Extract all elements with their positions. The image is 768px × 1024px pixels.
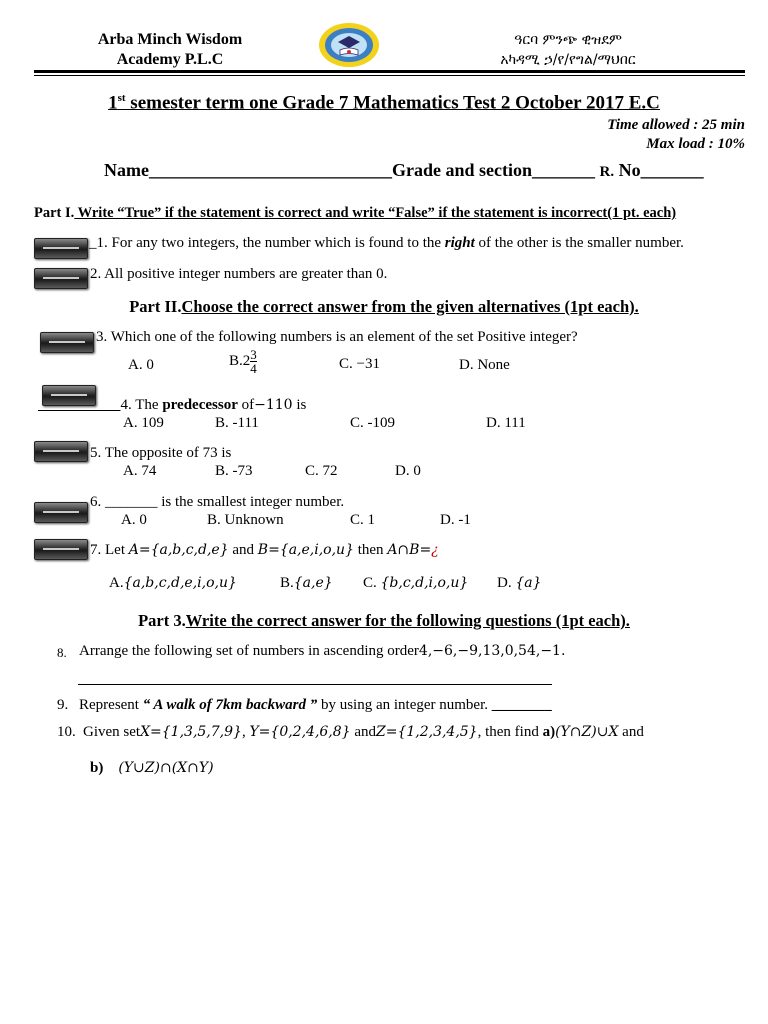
q1-emphasis: right: [444, 235, 475, 251]
school-logo: [318, 22, 380, 68]
question-7: [90, 542, 439, 559]
q10-text-start: Given set: [83, 724, 141, 740]
answer-box-q6[interactable]: [34, 502, 88, 523]
q3-option-b-label: B.: [229, 352, 243, 369]
q4-option-c[interactable]: C. -109: [350, 415, 395, 431]
q10-number: 10.: [57, 724, 76, 740]
school-name-line1: Arba Minch Wisdom: [97, 31, 243, 48]
q7-option-b-label: B.: [280, 575, 294, 591]
part2-instruction: Choose the correct answer from the given alternatives (1pt each).: [181, 297, 639, 316]
q5-option-b[interactable]: B. -73: [215, 463, 253, 479]
header-rule-thin: [34, 75, 745, 76]
part2-label: Part II.: [129, 297, 182, 316]
q3-option-a[interactable]: A. 0: [128, 357, 154, 373]
q10-and: and: [350, 724, 376, 740]
q10-set-x: X={1,3,5,7,9}: [140, 724, 242, 740]
amharic-line2: አካዳሚ ኃ/የ/የግል/ማህበር: [500, 52, 636, 68]
question-3: 3. Which one of the following numbers is an element of the set Positive integer?: [96, 329, 578, 345]
q9-emphasis: “ A walk of 7km backward ”: [142, 697, 318, 713]
q10-part-b-label: b): [90, 760, 104, 776]
q10-set-z: Z={1,2,3,4,5}: [375, 724, 478, 740]
title-ordinal: 1: [108, 92, 118, 114]
q9-answer-blank[interactable]: ________: [491, 697, 552, 713]
q10-part-a-expression: (Y∩Z)∪X: [555, 724, 619, 740]
q7-option-b-value: {a,e}: [293, 575, 333, 591]
q6-option-a[interactable]: A. 0: [121, 512, 147, 528]
q7-option-c-label: C.: [363, 575, 377, 591]
q1-text-end: of the other is the smaller number.: [474, 235, 684, 251]
question-4: [38, 397, 306, 414]
question-10: [83, 724, 644, 741]
part1-label: Part I.: [34, 205, 75, 221]
amharic-line1: ዓርባ ምንጭ ዊዝደም: [514, 32, 622, 48]
title-text: semester term one Grade 7 Mathematics Test 2 October 2017 E.C: [125, 92, 660, 114]
q8-number: 8.: [57, 645, 67, 660]
answer-box-q3[interactable]: [40, 332, 94, 353]
q10-set-y: Y={0,2,4,6,8}: [249, 724, 351, 740]
answer-box-q2[interactable]: [34, 268, 88, 289]
q6-option-b[interactable]: B. Unknown: [207, 512, 284, 528]
time-allowed: Time allowed : 25 min: [607, 117, 745, 133]
q10-part-a-label: a): [542, 724, 556, 740]
q3-option-d[interactable]: D. None: [459, 357, 510, 373]
q7-option-d[interactable]: [497, 575, 542, 592]
q6-option-c[interactable]: C. 1: [350, 512, 376, 528]
grade-section-field[interactable]: Grade and section_______: [391, 160, 595, 180]
q10-separator: ,: [241, 724, 250, 740]
school-name-line2: Academy P.L.C: [116, 51, 224, 68]
question-1: _1. For any two integers, the number which is found to the right of the other is the smaller number.: [89, 235, 684, 251]
q3-option-b-fraction: [250, 348, 257, 375]
q6-option-d[interactable]: D. -1: [440, 512, 471, 528]
header-rule-thick: [34, 70, 745, 73]
q7-option-b[interactable]: [280, 575, 333, 592]
part3-heading: [0, 611, 768, 631]
q10-part-b: [90, 760, 214, 777]
q7-option-a[interactable]: [109, 575, 237, 592]
q4-value: −110: [254, 397, 293, 413]
roll-number-prefix: R.: [599, 164, 615, 180]
fraction-numerator: 3: [250, 347, 257, 362]
q7-option-a-value: {a,b,c,d,e,i,o,u}: [123, 575, 237, 591]
q7-set-b: B={a,e,i,o,u}: [257, 542, 354, 558]
q7-then: then: [353, 542, 388, 558]
name-field[interactable]: Name___________________________: [104, 160, 392, 180]
q4-emphasis: predecessor: [162, 397, 238, 413]
q7-set-a: A={a,b,c,d,e}: [128, 542, 229, 558]
q9-text-start: Represent: [79, 697, 143, 713]
question-8: [79, 643, 565, 660]
question-5: 5. The opposite of 73 is: [90, 445, 232, 461]
part2-heading: [0, 297, 768, 317]
q4-option-a[interactable]: A. 109: [123, 415, 164, 431]
q5-option-c[interactable]: C. 72: [305, 463, 338, 479]
part3-label: Part 3.: [138, 611, 186, 630]
question-2: 2. All positive integer numbers are greater than 0.: [90, 266, 388, 282]
q7-question-mark: ¿: [431, 542, 439, 558]
roll-number-field[interactable]: No_______: [614, 160, 704, 180]
student-info-row: [104, 160, 704, 181]
q3-option-b-whole: 2: [242, 352, 251, 369]
school-name-english: [60, 30, 280, 70]
q10-part-b-expression: (Y∪Z)∩(X∩Y): [118, 760, 214, 776]
q4-text-start: 4. The: [120, 397, 163, 413]
part1-instruction: Write “True” if the statement is correct and write “False” if the statement is incorrect(1 pt. each): [74, 205, 677, 221]
q7-option-c[interactable]: [363, 575, 468, 592]
q5-option-a[interactable]: A. 74: [123, 463, 157, 479]
q10-and-2: and: [618, 724, 644, 740]
q7-option-a-label: A.: [109, 575, 124, 591]
q7-option-d-value: {a}: [515, 575, 542, 591]
title-suffix: st: [117, 92, 126, 104]
question-9: [79, 697, 552, 714]
answer-box-q5[interactable]: [34, 441, 88, 462]
part1-heading: [34, 205, 676, 222]
test-title: [0, 92, 768, 114]
q7-expression: A∩B=: [387, 542, 432, 558]
q7-text-start: 7. Let: [90, 542, 129, 558]
q9-number: 9.: [57, 697, 69, 713]
q3-option-c[interactable]: C. −31: [339, 356, 380, 372]
q5-option-d[interactable]: D. 0: [395, 463, 421, 479]
q7-and: and: [228, 542, 258, 558]
max-load: Max load : 10%: [646, 136, 745, 152]
q1-text-start: 1. For any two integers, the number which is found to the: [96, 235, 445, 251]
answer-box-q7[interactable]: [34, 539, 88, 560]
q3-option-b[interactable]: [229, 348, 257, 375]
q7-option-d-label: D.: [497, 575, 512, 591]
part3-instruction: Write the correct answer for the following questions (1pt each).: [185, 611, 630, 630]
school-name-amharic: [468, 30, 668, 70]
q4-text-mid: of: [237, 397, 255, 413]
q4-option-b[interactable]: B. -111: [215, 415, 259, 431]
q7-option-c-value: {b,c,d,i,o,u}: [380, 575, 469, 591]
q8-number-set: 4,−6,−9,13,0,54,−1.: [418, 643, 566, 659]
q8-text: Arrange the following set of numbers in ascending order: [79, 643, 419, 659]
question-6: 6. _______ is the smallest integer number.: [90, 494, 345, 510]
q4-text-end: is: [292, 397, 307, 413]
q9-text-end: by using an integer number.: [317, 697, 492, 713]
q8-answer-line[interactable]: [78, 684, 552, 685]
q4-option-d[interactable]: D. 111: [486, 415, 526, 431]
q10-then-find: , then find: [477, 724, 543, 740]
answer-box-q1[interactable]: [34, 238, 88, 259]
fraction-denominator: 4: [250, 361, 257, 376]
